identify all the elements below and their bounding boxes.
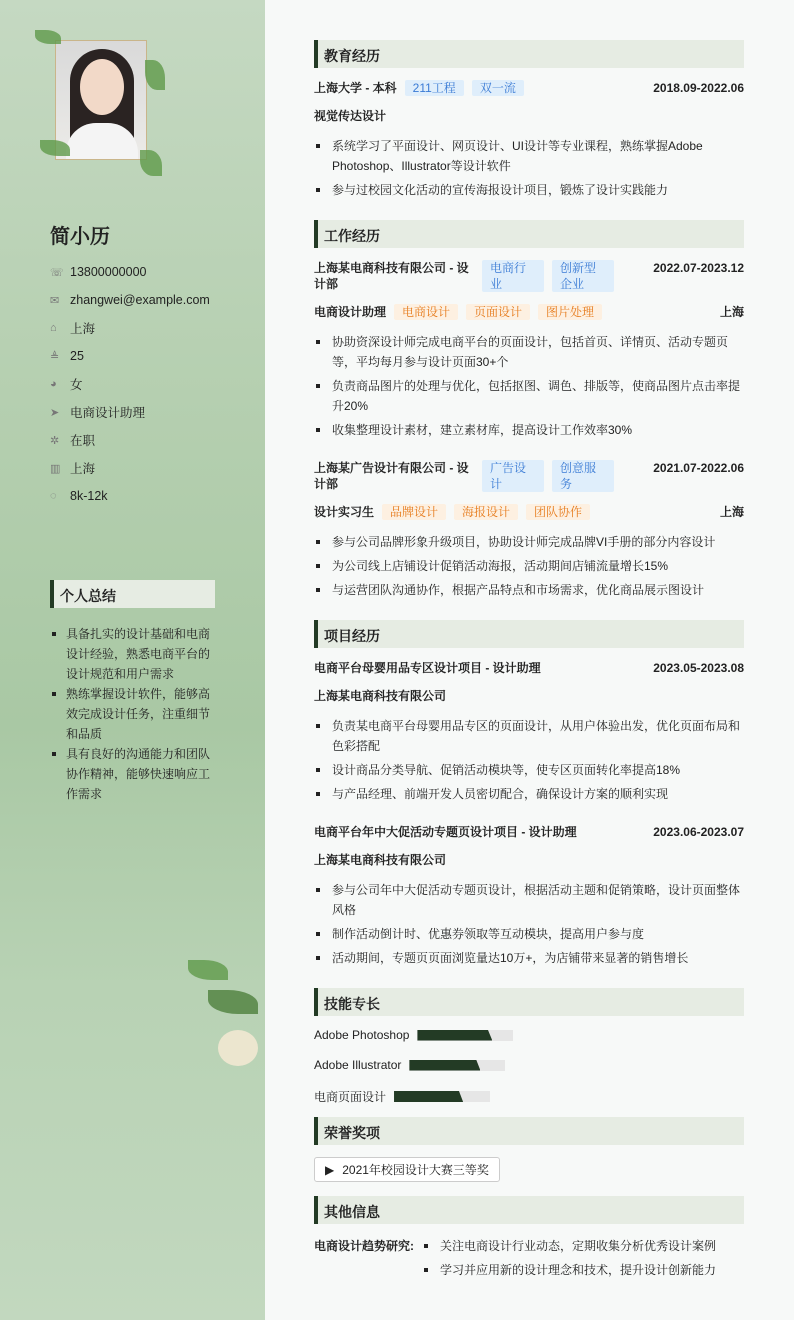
sidebar bbox=[0, 0, 265, 1320]
projects-heading: 项目经历 bbox=[314, 620, 744, 648]
info-row: ➤ 电商设计助理 bbox=[50, 406, 146, 420]
project-name: 电商平台母婴用品专区设计项目 - 设计助理 bbox=[314, 661, 541, 675]
list-item: 参与公司年中大促活动专题页设计，根据活动主题和促销策略，设计页面整体风格 bbox=[314, 880, 744, 920]
date: 2023.06-2023.07 bbox=[653, 825, 744, 839]
role: 设计实习生 bbox=[314, 505, 375, 519]
tag: 图片处理 bbox=[538, 304, 602, 320]
candidate-name: 简小历 bbox=[50, 226, 110, 248]
summary-list bbox=[50, 624, 220, 804]
tag: 电商设计 bbox=[394, 304, 458, 320]
major: 视觉传达设计 bbox=[314, 109, 387, 123]
info-row: ≜ 25 bbox=[50, 349, 84, 363]
tag: 页面设计 bbox=[466, 304, 530, 320]
work-heading: 工作经历 bbox=[314, 220, 744, 248]
list-item: 活动期间，专题页页面浏览量达10万+，为店铺带来显著的销售增长 bbox=[314, 948, 744, 968]
tag: 电商行业 bbox=[482, 260, 544, 292]
flower-decoration bbox=[178, 930, 265, 1085]
age-icon: ≜ bbox=[50, 350, 60, 363]
date: 2018.09-2022.06 bbox=[653, 81, 744, 95]
project-name: 电商平台年中大促活动专题页设计项目 - 设计助理 bbox=[314, 825, 577, 839]
award-item[interactable]: ▶ 2021年校园设计大赛三等奖 bbox=[314, 1157, 500, 1182]
skill-item: Adobe Illustrator bbox=[314, 1058, 534, 1072]
list-item: 协助资深设计师完成电商平台的页面设计，包括首页、详情页、活动专题页等，平均每月参与设计页面30+个 bbox=[314, 332, 744, 372]
tag: 团队协作 bbox=[526, 504, 590, 520]
skill-bar bbox=[394, 1091, 490, 1102]
other-key: 电商设计趋势研究: bbox=[314, 1239, 414, 1253]
company: 上海某电商科技有限公司 - 设计部 bbox=[314, 261, 469, 291]
list-item: 与产品经理、前端开发人员密切配合，确保设计方案的顺利实现 bbox=[314, 784, 744, 804]
info-row: ✲ 在职 bbox=[50, 434, 96, 448]
company: 上海某广告设计有限公司 - 设计部 bbox=[314, 461, 469, 491]
skills-heading: 技能专长 bbox=[314, 988, 744, 1016]
list-item: 参与公司品牌形象升级项目，协助设计师完成品牌VI手册的部分内容设计 bbox=[314, 532, 744, 552]
list-item: 负责商品图片的处理与优化，包括抠图、调色、排版等，使商品图片点击率提升20% bbox=[314, 376, 744, 416]
school: 上海大学 - 本科 bbox=[314, 81, 397, 95]
info-row: ⌂ 上海 bbox=[50, 322, 96, 336]
gender-icon: ◕ bbox=[50, 378, 57, 390]
awards-heading: 荣誉奖项 bbox=[314, 1117, 744, 1145]
mail-icon: ✉ bbox=[50, 294, 60, 307]
list-item: 学习并应用新的设计理念和技术，提升设计创新能力 bbox=[422, 1260, 716, 1280]
education-heading: 教育经历 bbox=[314, 40, 744, 68]
salary-icon: ◌ bbox=[50, 490, 57, 502]
city: 上海 bbox=[719, 505, 744, 519]
skill-bar bbox=[409, 1060, 505, 1071]
info-row: ◕ 女 bbox=[50, 378, 83, 392]
company: 上海某电商科技有限公司 bbox=[314, 689, 447, 703]
list-item: 关注电商设计行业动态，定期收集分析优秀设计案例 bbox=[422, 1236, 716, 1256]
avatar bbox=[55, 40, 147, 160]
info-row: ▥ 上海 bbox=[50, 462, 96, 476]
info-row: ◌ 8k-12k bbox=[50, 489, 108, 503]
date: 2021.07-2022.06 bbox=[653, 461, 744, 475]
info-row: ✉ zhangwei@example.com bbox=[50, 293, 210, 307]
date: 2023.05-2023.08 bbox=[653, 661, 744, 675]
building-icon: ▥ bbox=[50, 462, 61, 475]
tag: 广告设计 bbox=[482, 460, 544, 492]
list-item: 与运营团队沟通协作，根据产品特点和市场需求，优化商品展示图设计 bbox=[314, 580, 744, 600]
tag: 海报设计 bbox=[454, 504, 518, 520]
summary-item: 熟练掌握设计软件，能够高效完成设计任务，注重细节和品质 bbox=[50, 684, 220, 744]
list-item: 收集整理设计素材，建立素材库，提高设计工作效率30% bbox=[314, 420, 744, 440]
home-icon: ⌂ bbox=[50, 322, 57, 334]
contact-info bbox=[50, 258, 250, 510]
city: 上海 bbox=[719, 305, 744, 319]
other-heading: 其他信息 bbox=[314, 1196, 744, 1224]
tag: 双一流 bbox=[472, 80, 524, 96]
status-icon: ✲ bbox=[50, 434, 60, 447]
info-row: ☏ 13800000000 bbox=[50, 265, 147, 279]
tag: 211工程 bbox=[405, 80, 464, 96]
date: 2022.07-2023.12 bbox=[653, 261, 744, 275]
phone-icon: ☏ bbox=[50, 266, 64, 279]
list-item: 为公司线上店铺设计促销活动海报，活动期间店铺流量增长15% bbox=[314, 556, 744, 576]
role: 电商设计助理 bbox=[314, 305, 387, 319]
list-item: 系统学习了平面设计、网页设计、UI设计等专业课程，熟练掌握Adobe Photoshop、Illustrator等设计软件 bbox=[314, 136, 744, 176]
list-item: 参与过校园文化活动的宣传海报设计项目，锻炼了设计实践能力 bbox=[314, 180, 744, 200]
tag: 品牌设计 bbox=[382, 504, 446, 520]
summary-heading: 个人总结 bbox=[50, 580, 215, 608]
company: 上海某电商科技有限公司 bbox=[314, 853, 447, 867]
list-item: 负责某电商平台母婴用品专区的页面设计，从用户体验出发，优化页面布局和色彩搭配 bbox=[314, 716, 744, 756]
skill-item: 电商页面设计 bbox=[314, 1088, 534, 1105]
skill-bar bbox=[417, 1030, 513, 1041]
triangle-icon: ▶ bbox=[325, 1162, 335, 1177]
tag: 创新型企业 bbox=[552, 260, 614, 292]
list-item: 设计商品分类导航、促销活动模块等，使专区页面转化率提高18% bbox=[314, 760, 744, 780]
summary-item: 具备扎实的设计基础和电商设计经验，熟悉电商平台的设计规范和用户需求 bbox=[50, 624, 220, 684]
tag: 创意服务 bbox=[552, 460, 614, 492]
summary-item: 具有良好的沟通能力和团队协作精神，能够快速响应工作需求 bbox=[50, 744, 220, 804]
skill-item: Adobe Photoshop bbox=[314, 1028, 534, 1042]
list-item: 制作活动倒计时、优惠券领取等互动模块，提高用户参与度 bbox=[314, 924, 744, 944]
main-content bbox=[314, 40, 744, 1284]
send-icon: ➤ bbox=[50, 406, 60, 419]
